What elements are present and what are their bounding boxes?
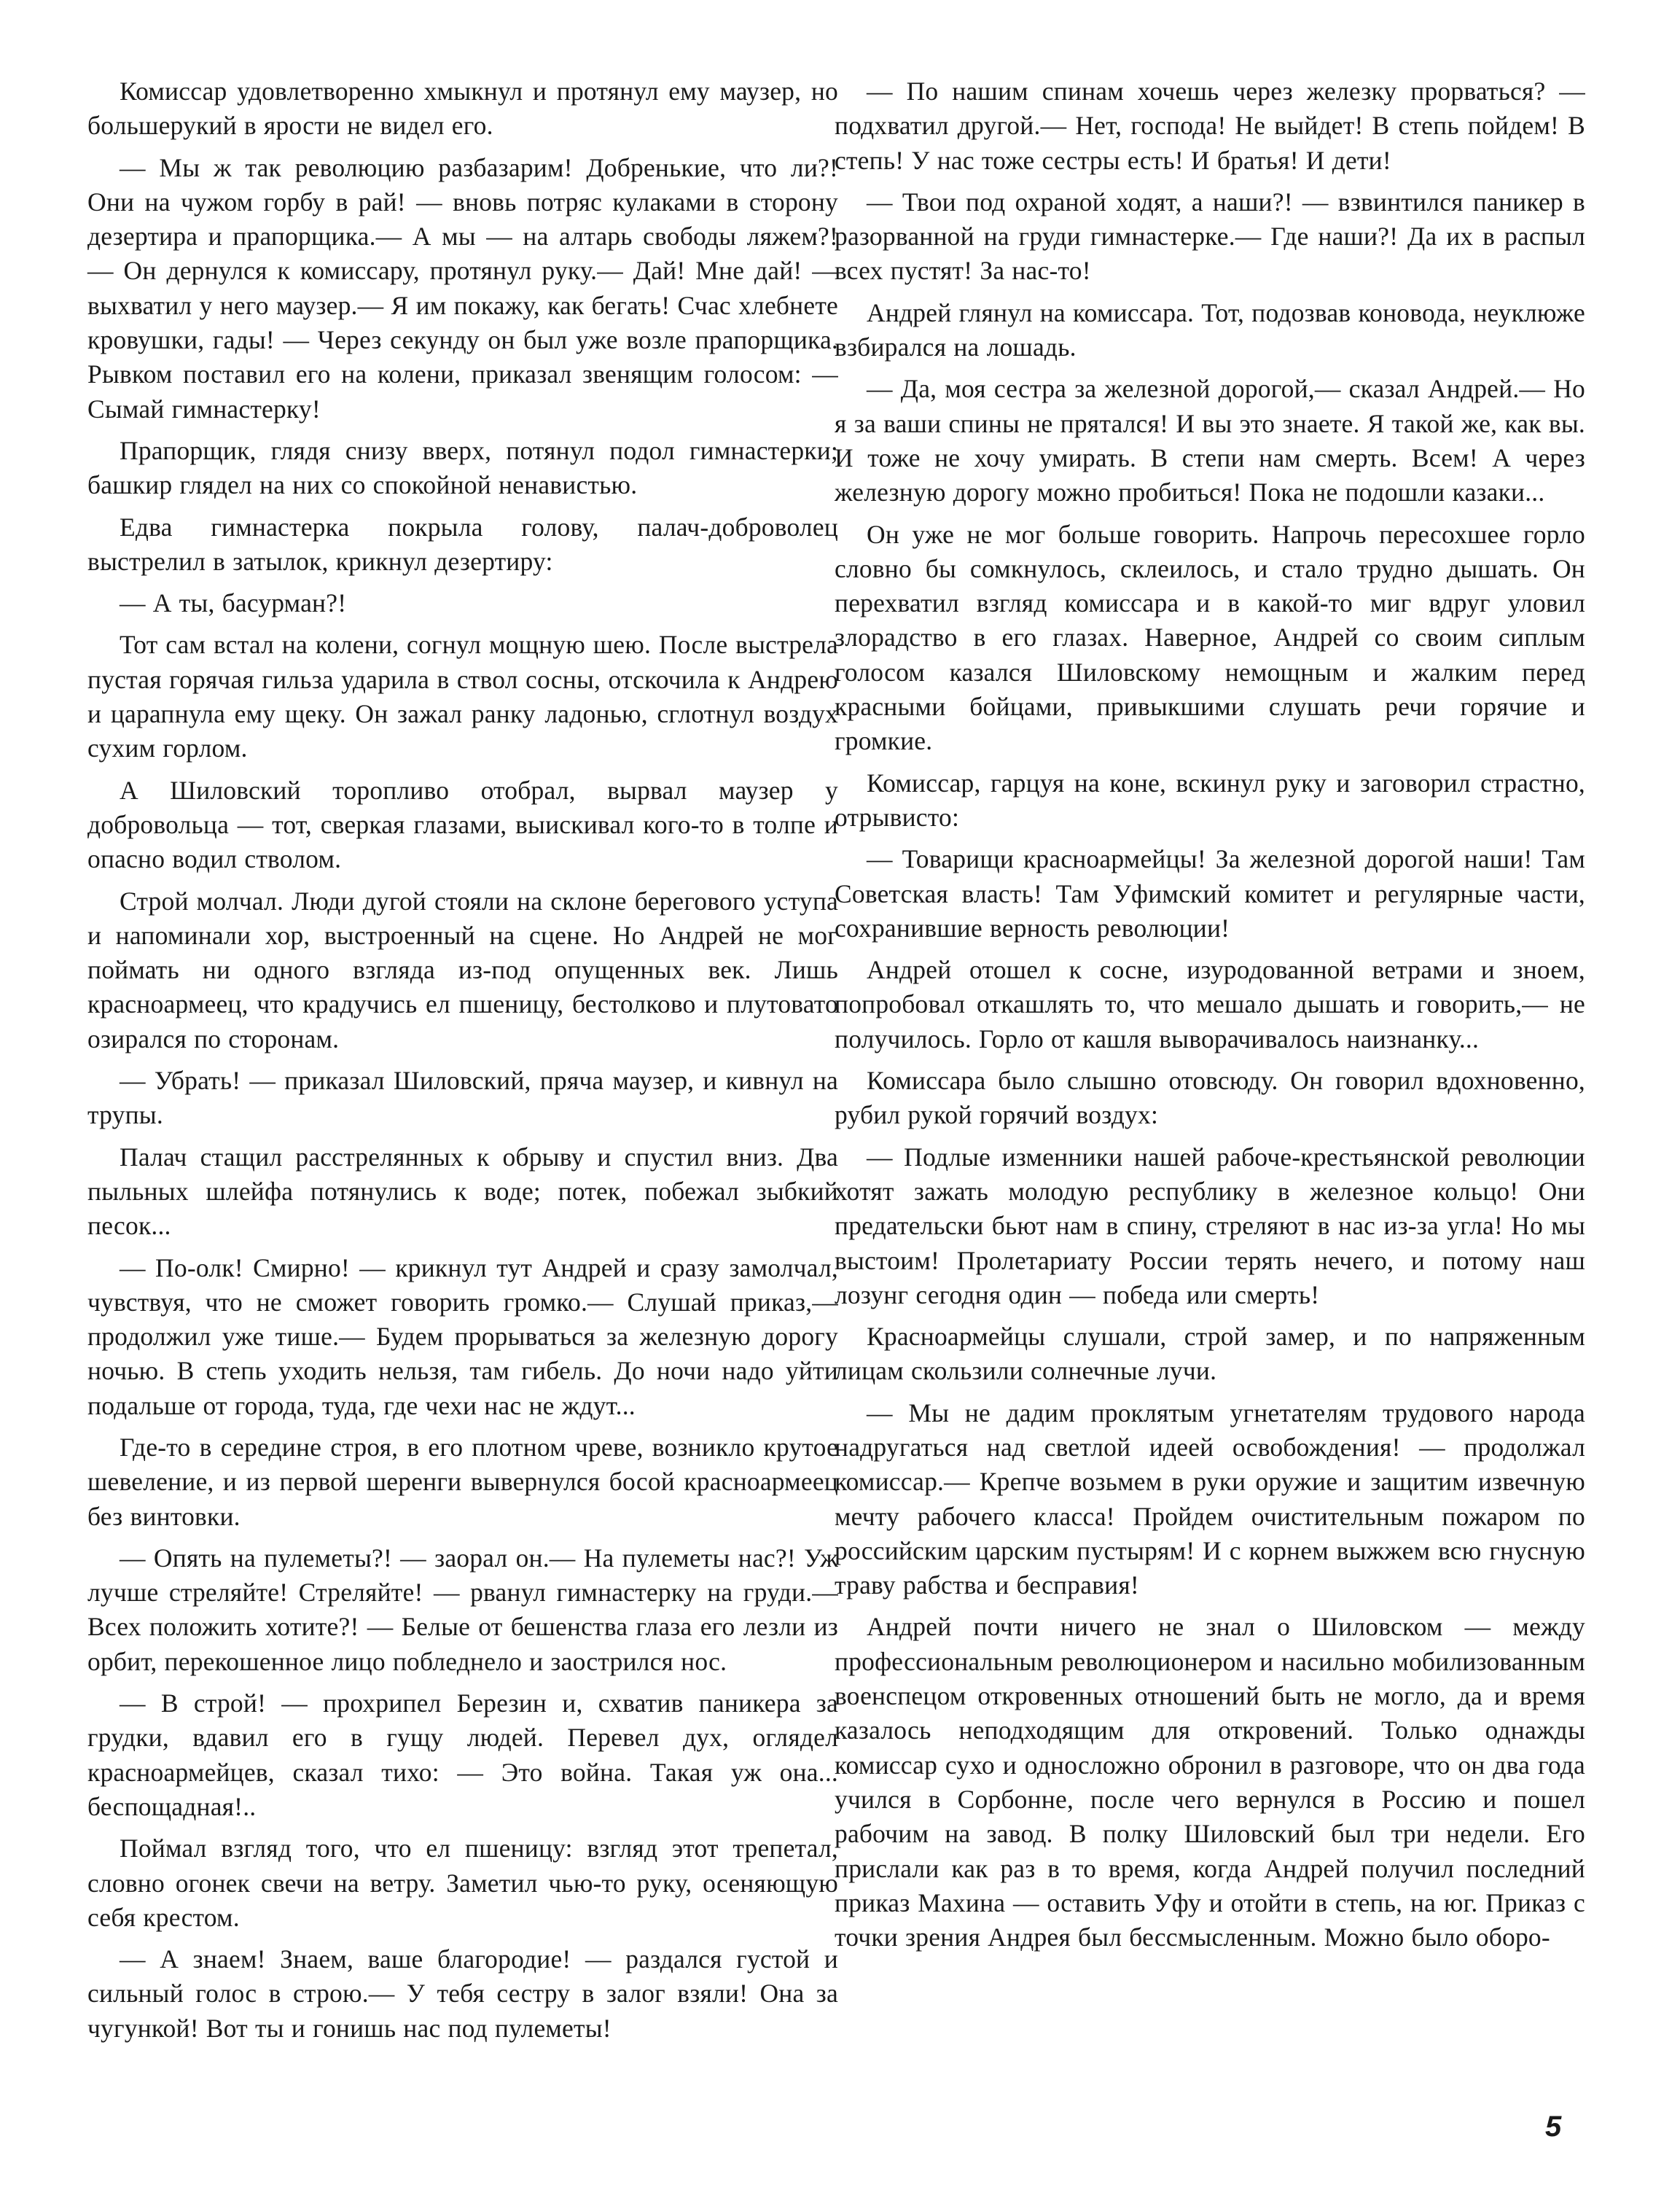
right-text-column (835, 74, 1585, 1962)
left-text-column (87, 74, 838, 2053)
paragraph: Поймал взгляд того, что ел пшеницу: взгляд этот трепетал, словно огонек свечи на ветру. Заметил чью-то руку, осеняющую себя крестом. (87, 1834, 838, 1932)
paragraph: — В строй! — прохрипел Березин и, схватив паникера за грудки, вдавил его в гущу людей. Перевел дух, оглядел красноармейцев, сказал тихо: — Это война. Такая уж она... беспощадная!.. (87, 1688, 838, 1821)
paragraph: Он уже не мог больше говорить. Напрочь пересохшее горло словно бы сомкнулось, склеилось, и стало трудно дышать. Он перехватил взгляд комиссара и в какой-то миг вдруг уловил злорадство в его глазах. Наверное, Андрей со своим сиплым голосом казался Шиловскому немощным и жалким перед красными бойцами, привыкшими слушать речи горячие и громкие. (835, 519, 1585, 756)
paragraph: Прапорщик, глядя снизу вверх, потянул подол гимнастерки; башкир глядел на них со спокойной ненавистью. (87, 435, 838, 500)
paragraph: — Опять на пулеметы?! — заорал он.— На пулеметы нас?! Уж лучше стреляйте! Стреляйте! — рванул гимнастерку на груди.— Всех положить хотите?! — Белые от бешенства глаза его лезли из орбит, перекошенное лицо побледнело и заострился нос. (87, 1543, 838, 1676)
paragraph: Строй молчал. Люди дугой стояли на склоне берегового уступа и напоминали хор, выстроенный на сцене. Но Андрей не мог поймать ни одного взгляда из-под опущенных век. Лишь красноармеец, что крадучись ел пшеницу, бестолково и плутовато озирался по сторонам. (87, 886, 838, 1053)
paragraph: — Подлые изменники нашей рабоче-крестьянской революции хотят зажать молодую республику в железное кольцо! Они предательски бьют нам в спину, стреляют в нас из-за угла! Но мы выстоим! Пролетариату России терять нечего, и потому наш лозунг сегодня один — победа или смерть! (835, 1142, 1585, 1309)
paragraph: — Товарищи красноармейцы! За железной дорогой наши! Там Советская власть! Там Уфимский комитет и регулярные части, сохранившие верность революции! (835, 844, 1585, 943)
paragraph: — Мы ж так революцию разбазарим! Добренькие, что ли?! Они на чужом горбу в рай! — вновь потряс кулаками в сторону дезертира и прапорщика.— А мы — на алтарь свободы ляжем?! — Он дернулся к комиссару, протянул руку.— Дай! Мне дай! — выхватил у него маузер.— Я им покажу, как бегать! Счас хлебнете кровушки, гады! — Через секунду он был уже возле прапорщика. Рывком поставил его на колени, приказал звенящим голосом: — Сымай гимнастерку! (87, 152, 838, 424)
paragraph: Красноармейцы слушали, строй замер, и по напряженным лицам скользили солнечные лучи. (835, 1322, 1585, 1386)
paragraph: Андрей отошел к сосне, изуродованной ветрами и зноем, попробовал откашлять то, что мешало дышать и говорить,— не получилось. Горло от кашля выворачивалось наизнанку... (835, 955, 1585, 1053)
paragraph: — А знаем! Знаем, ваше благородие! — раздался густой и сильный голос в строю.— У тебя сестру в залог взяли! Она за чугункой! Вот ты и гонишь нас под пулеметы! (87, 1944, 838, 2043)
paragraph: Комиссара было слышно отовсюду. Он говорил вдохновенно, рубил рукой горячий воздух: (835, 1066, 1585, 1130)
paragraph: Палач стащил расстрелянных к обрыву и спустил вниз. Два пыльных шлейфа потянулись к воде; потек, побежал зыбкий песок... (87, 1142, 838, 1241)
page-number: 5 (1545, 2111, 1562, 2143)
paragraph: Где-то в середине строя, в его плотном чреве, возникло крутое шевеление, и из первой шеренги вывернулся босой красноармеец без винтовки. (87, 1432, 838, 1531)
paragraph: — Убрать! — приказал Шиловский, пряча маузер, и кивнул на трупы. (87, 1066, 838, 1130)
paragraph: А Шиловский торопливо отобрал, вырвал маузер у добровольца — тот, сверкая глазами, выискивал кого-то в толпе и опасно водил стволом. (87, 775, 838, 874)
paragraph: — По нашим спинам хочешь через железку прорваться? — подхватил другой.— Нет, господа! Не выйдет! В степь пойдем! В степь! У нас тоже сестры есть! И братья! И дети! (835, 77, 1585, 175)
paragraph: — Твои под охраной ходят, а наши?! — взвинтился паникер в разорванной на груди гимнастерке.— Где наши?! Да их в распыл всех пустят! За нас-то! (835, 187, 1585, 286)
paragraph: Андрей почти ничего не знал о Шиловском — между профессиональным революционером и насильно мобилизованным военспецом откровенных отношений быть не могло, да и время казалось неподходящим для откровений. Только однажды комиссар сухо и односложно обронил в разговоре, что он два года учился в Сорбонне, после чего вернулся в Россию и пошел рабочим на завод. В полку Шиловский был три недели. Его прислали как раз в то время, когда Андрей получил последний приказ Махина — оставить Уфу и отойти в степь, на юг. Приказ с точки зрения Андрея был бессмысленным. Можно было оборо- (835, 1612, 1585, 1952)
paragraph: Тот сам встал на колени, согнул мощную шею. После выстрела пустая горячая гильза ударила в ствол сосны, отскочила к Андрею и царапнула ему щеку. Он зажал ранку ладонью, сглотнул воздух сухим горлом. (87, 630, 838, 763)
paragraph: — По-олк! Смирно! — крикнул тут Андрей и сразу замолчал, чувствуя, что не сможет говорить громко.— Слушай приказ,— продолжил уже тише.— Будем прорываться за железную дорогу ночью. В степь уходить нельзя, там гибель. До ночи надо уйти подальше от города, туда, где чехи нас не ждут... (87, 1253, 838, 1420)
paragraph: Комиссар удовлетворенно хмыкнул и протянул ему маузер, но большерукий в ярости не видел его. (87, 77, 838, 141)
paragraph: — Мы не дадим проклятым угнетателям трудового народа надругаться над светлой идеей освобождения! — продолжал комиссар.— Крепче возьмем в руки оружие и защитим извечную мечту рабочего класса! Пройдем очистительным пожаром по российским царским пустырям! И с корнем выжжем всю гнусную траву рабства и бесправия! (835, 1398, 1585, 1600)
paragraph: — Да, моя сестра за железной дорогой,— сказал Андрей.— Но я за ваши спины не прятался! И вы это знаете. Я такой же, как вы. И тоже не хочу умирать. В степи нам смерть. Всем! А через железную дорогу можно пробиться! Пока не подошли казаки... (835, 374, 1585, 507)
paragraph: Комиссар, гарцуя на коне, вскинул руку и заговорил страстно, отрывисто: (835, 768, 1585, 832)
paragraph: Едва гимнастерка покрыла голову, палач-доброволец выстрелил в затылок, крикнул дезертиру: (87, 512, 838, 576)
paragraph: — А ты, басурман?! (120, 588, 347, 618)
paragraph: Андрей глянул на комиссара. Тот, подозвав коновода, неуклюже взбирался на лошадь. (835, 297, 1585, 362)
